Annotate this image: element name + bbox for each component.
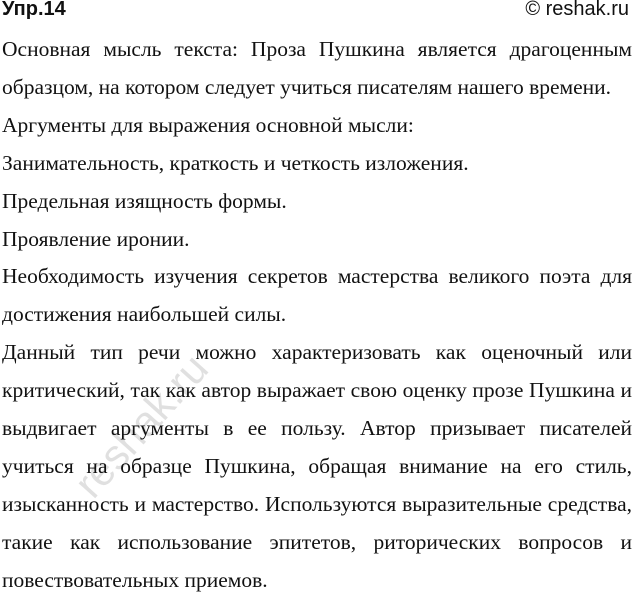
argument-item: Необходимость изучения секретов мастерства великого поэта для достижения наибольшей силы. <box>2 264 632 327</box>
argument-item: Занимательность, краткость и четкость изложения. <box>2 150 469 175</box>
page-header <box>2 0 629 25</box>
arguments-heading: Аргументы для выражения основной мысли: <box>2 112 414 137</box>
watermark: reshak.ru <box>65 344 218 507</box>
speech-type-paragraph: Данный тип речи можно характеризовать как оценочный или критический, так как автор выражает свою оценку прозе Пушкина и выдвигает аргументы в ее пользу. Автор призывает писателей учиться на образце Пушкина, обращая внимание на его стиль, изысканность и мастерство. Используются выразительные средства, такие как использование эпитетов, риторических вопросов и повествовательных приемов. <box>2 340 632 592</box>
main-idea-paragraph: Основная мысль текста: Проза Пушкина является драгоценным образцом, на котором следует учиться писателям нашего времени. <box>2 37 632 99</box>
argument-item: Предельная изящность формы. <box>2 188 287 213</box>
argument-item: Проявление иронии. <box>2 226 190 251</box>
source-credit: © reshak.ru <box>525 0 629 20</box>
exercise-title: Упр.14 <box>2 0 66 20</box>
document-body <box>2 31 632 600</box>
